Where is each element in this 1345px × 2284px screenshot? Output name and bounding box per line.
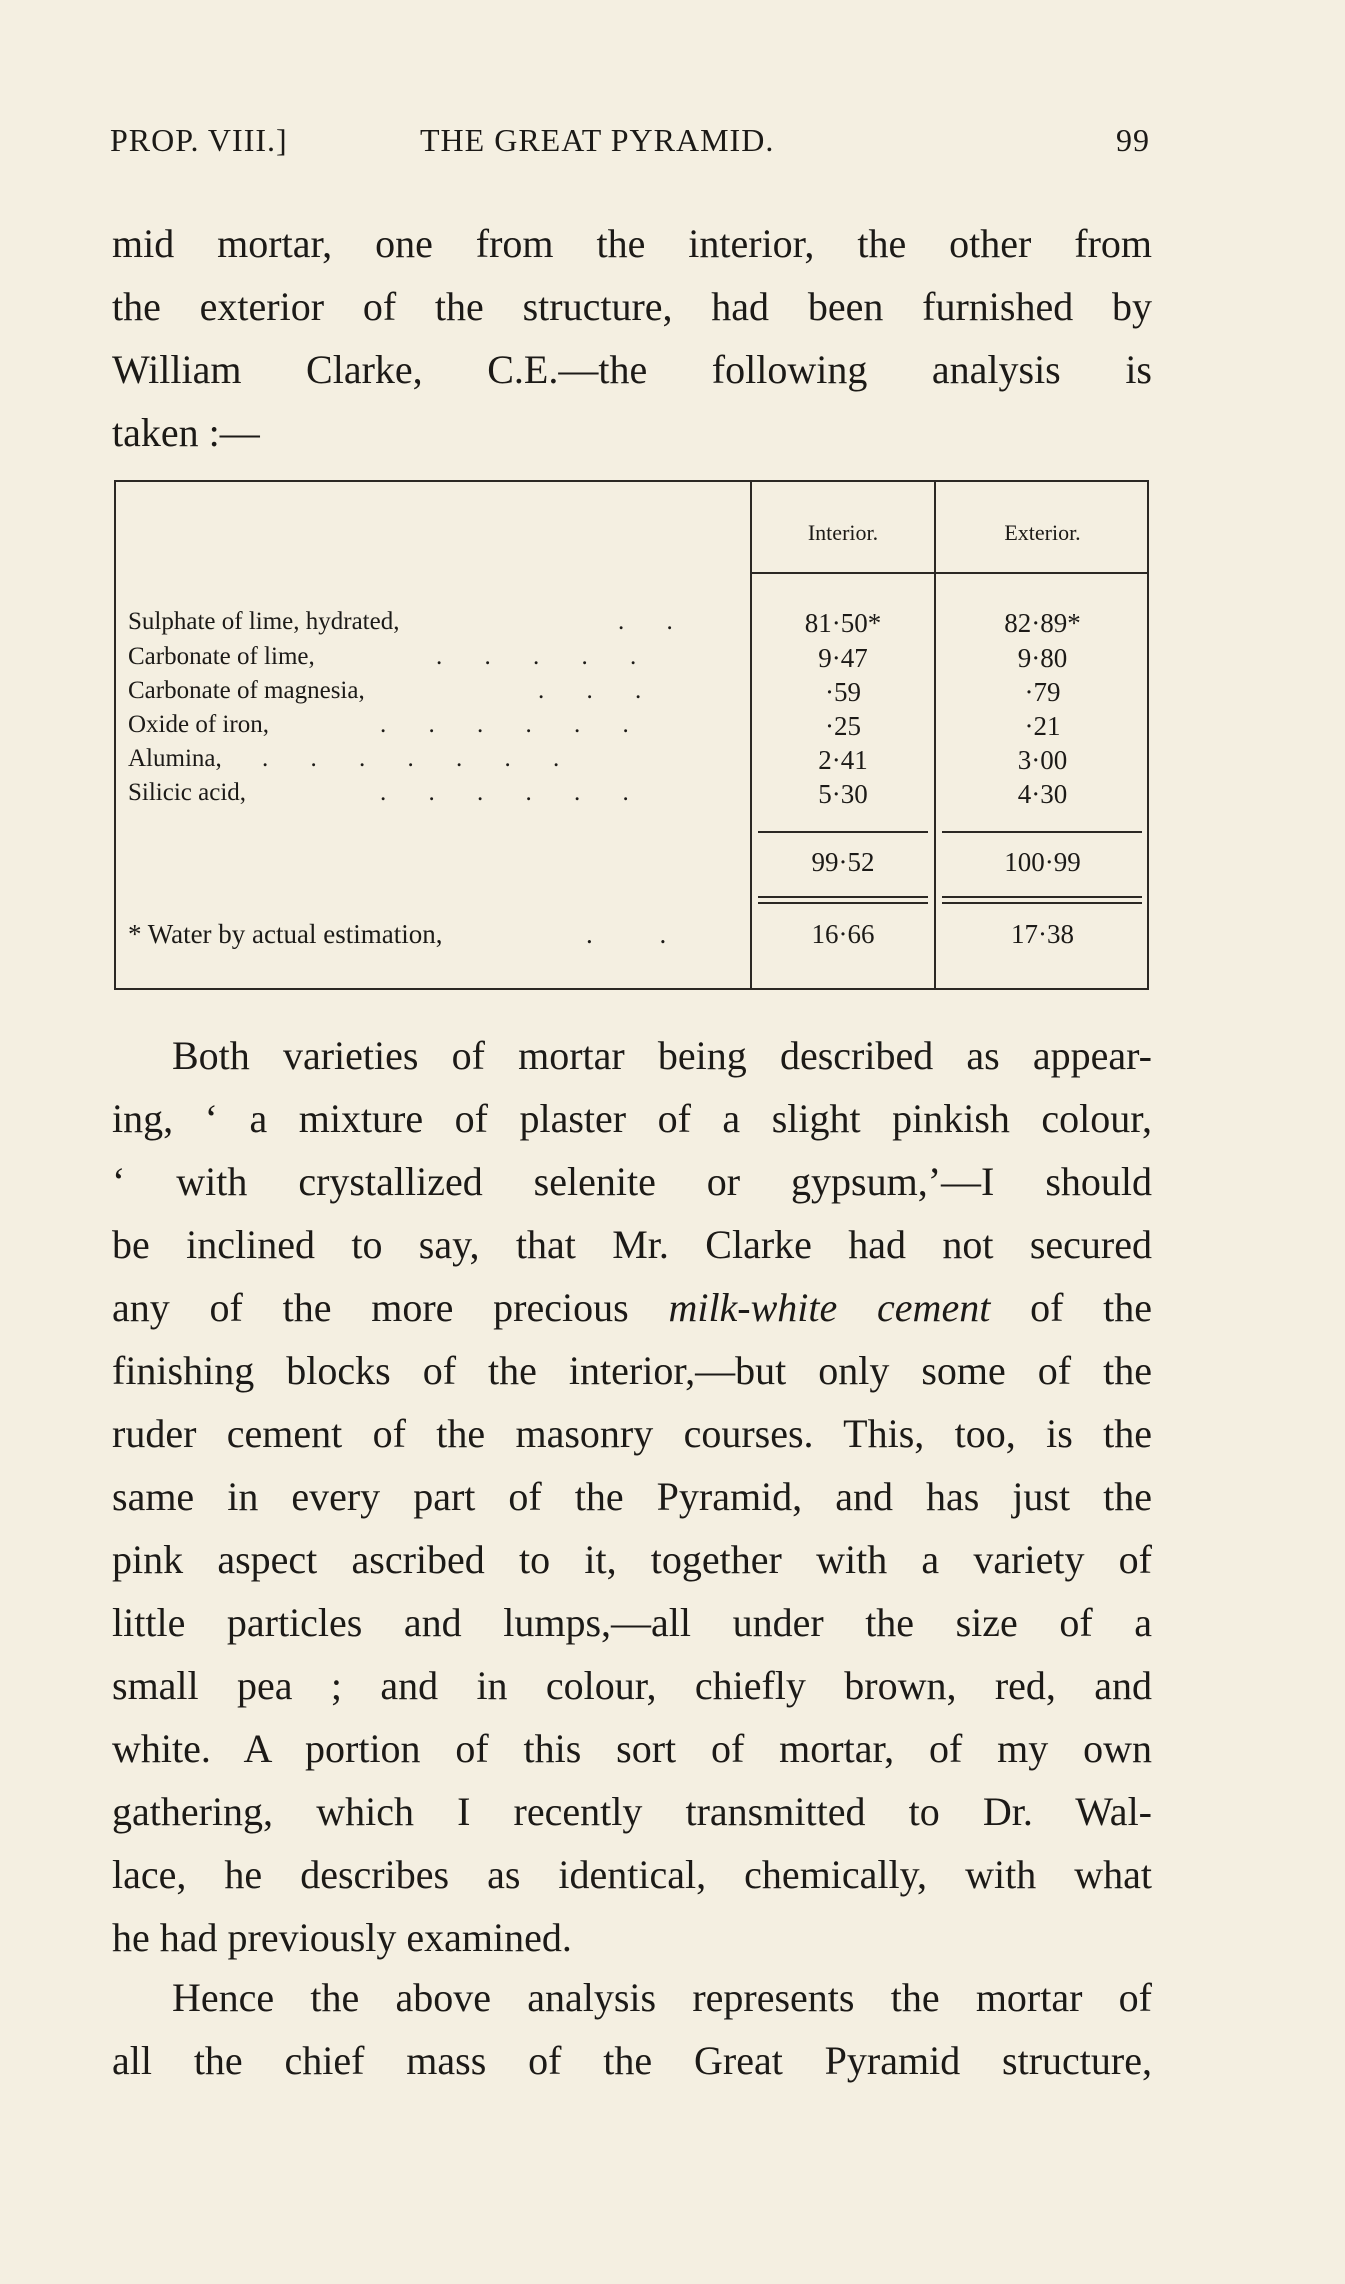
body-paragraph <box>112 1966 1152 2092</box>
text-line: small pea ; and in colour, chiefly brown, red, and <box>112 1663 1152 1708</box>
table-row <box>128 608 1138 642</box>
intro-paragraph <box>112 212 1152 464</box>
table-rule <box>936 572 1149 574</box>
interior-value: 81·50* <box>804 608 882 638</box>
table-row <box>128 745 1138 779</box>
row-label: Carbonate of lime, <box>128 643 315 670</box>
text-line: white. A portion of this sort of mortar, of my own <box>112 1726 1152 1771</box>
leader-dots: . . <box>586 919 697 949</box>
mortar-analysis-table <box>114 480 1149 990</box>
table-row <box>128 677 1138 711</box>
text-line: William Clarke, C.E.—the following analysis is <box>112 347 1152 392</box>
double-rule <box>758 896 928 898</box>
row-label: Sulphate of lime, hydrated, <box>128 608 400 635</box>
text-line: gathering, which I recently transmitted to Dr. Wal- <box>112 1789 1152 1834</box>
interior-value: 9·47 <box>818 643 868 673</box>
interior-total: 99·52 <box>811 847 875 877</box>
double-rule <box>942 896 1142 898</box>
exterior-water-value: 17·38 <box>1011 919 1074 949</box>
table-rule <box>114 988 1149 990</box>
text-line: the exterior of the structure, had been furnished by <box>112 284 1152 329</box>
text-line: Both varieties of mortar being described as appear- <box>172 1033 1152 1078</box>
exterior-value: 4·30 <box>1017 779 1068 809</box>
interior-value: 5·30 <box>818 779 868 809</box>
footnote-label: * Water by actual estimation, <box>128 919 443 949</box>
text-line: lace, he describes as identical, chemically, with what <box>112 1852 1152 1897</box>
exterior-total: 100·99 <box>1004 847 1081 877</box>
leader-dots: . . . . . . <box>380 779 647 806</box>
text-line-with-italic <box>112 1276 1152 1339</box>
table-row <box>128 779 1138 813</box>
leader-dots: . . <box>618 608 691 635</box>
column-header-interior: Interior. <box>807 520 879 545</box>
table-rule <box>114 480 116 990</box>
double-rule <box>758 902 928 904</box>
text-run: of the <box>1030 1285 1153 1330</box>
column-header-exterior: Exterior. <box>1004 520 1081 545</box>
italic-phrase: milk-white cement <box>668 1285 991 1330</box>
sum-rule <box>942 831 1142 833</box>
exterior-value: 82·89* <box>1004 608 1081 638</box>
footnote-row <box>128 919 1138 959</box>
page-number: 99 <box>1116 122 1150 158</box>
table-row <box>128 643 1138 677</box>
exterior-value: 9·80 <box>1017 643 1068 673</box>
double-rule <box>942 902 1142 904</box>
leader-dots: . . . . . . . <box>262 745 578 772</box>
text-line: ing, ‘ a mixture of plaster of a slight pinkish colour, <box>112 1096 1152 1141</box>
text-line: taken :— <box>112 410 260 455</box>
exterior-value: 3·00 <box>1017 745 1068 775</box>
exterior-value: ·21 <box>1024 711 1061 741</box>
text-line: same in every part of the Pyramid, and has just the <box>112 1474 1152 1519</box>
text-line: ‘ with crystallized selenite or gypsum,’—I should <box>112 1159 1152 1204</box>
row-label: Carbonate of magnesia, <box>128 677 365 704</box>
row-label: Oxide of iron, <box>128 711 269 738</box>
interior-value: ·25 <box>825 711 861 741</box>
text-line: all the chief mass of the Great Pyramid structure, <box>112 2038 1152 2083</box>
leader-dots: . . . . . <box>436 643 655 670</box>
interior-value: 2·41 <box>818 745 868 775</box>
text-line: ruder cement of the masonry courses. This, too, is the <box>112 1411 1152 1456</box>
table-rule <box>752 572 934 574</box>
leader-dots: . . . . . . <box>380 711 647 738</box>
interior-value: ·59 <box>825 677 861 707</box>
text-line: mid mortar, one from the interior, the other from <box>112 221 1152 266</box>
text-line: he had previously examined. <box>112 1915 572 1960</box>
table-rule <box>114 480 1149 482</box>
running-head-title: THE GREAT PYRAMID. <box>420 122 775 158</box>
text-line: finishing blocks of the interior,—but only some of the <box>112 1348 1152 1393</box>
text-line: pink aspect ascribed to it, together with a variety of <box>112 1537 1152 1582</box>
text-line: little particles and lumps,—all under the size of a <box>112 1600 1152 1645</box>
text-run: any of the more precious <box>112 1285 629 1330</box>
leader-dots: . . . <box>538 677 660 704</box>
row-label: Silicic acid, <box>128 779 247 806</box>
running-head <box>110 122 1150 166</box>
table-row <box>128 711 1138 745</box>
body-paragraph <box>112 1024 1152 1969</box>
interior-water-value: 16·66 <box>811 919 875 949</box>
text-line: Hence the above analysis represents the mortar of <box>172 1975 1152 2020</box>
row-label: Alumina, <box>128 745 222 772</box>
sum-rule <box>758 831 928 833</box>
text-line: be inclined to say, that Mr. Clarke had not secured <box>112 1222 1152 1267</box>
running-head-proposition: PROP. VIII.] <box>110 122 288 158</box>
exterior-value: ·79 <box>1024 677 1061 707</box>
